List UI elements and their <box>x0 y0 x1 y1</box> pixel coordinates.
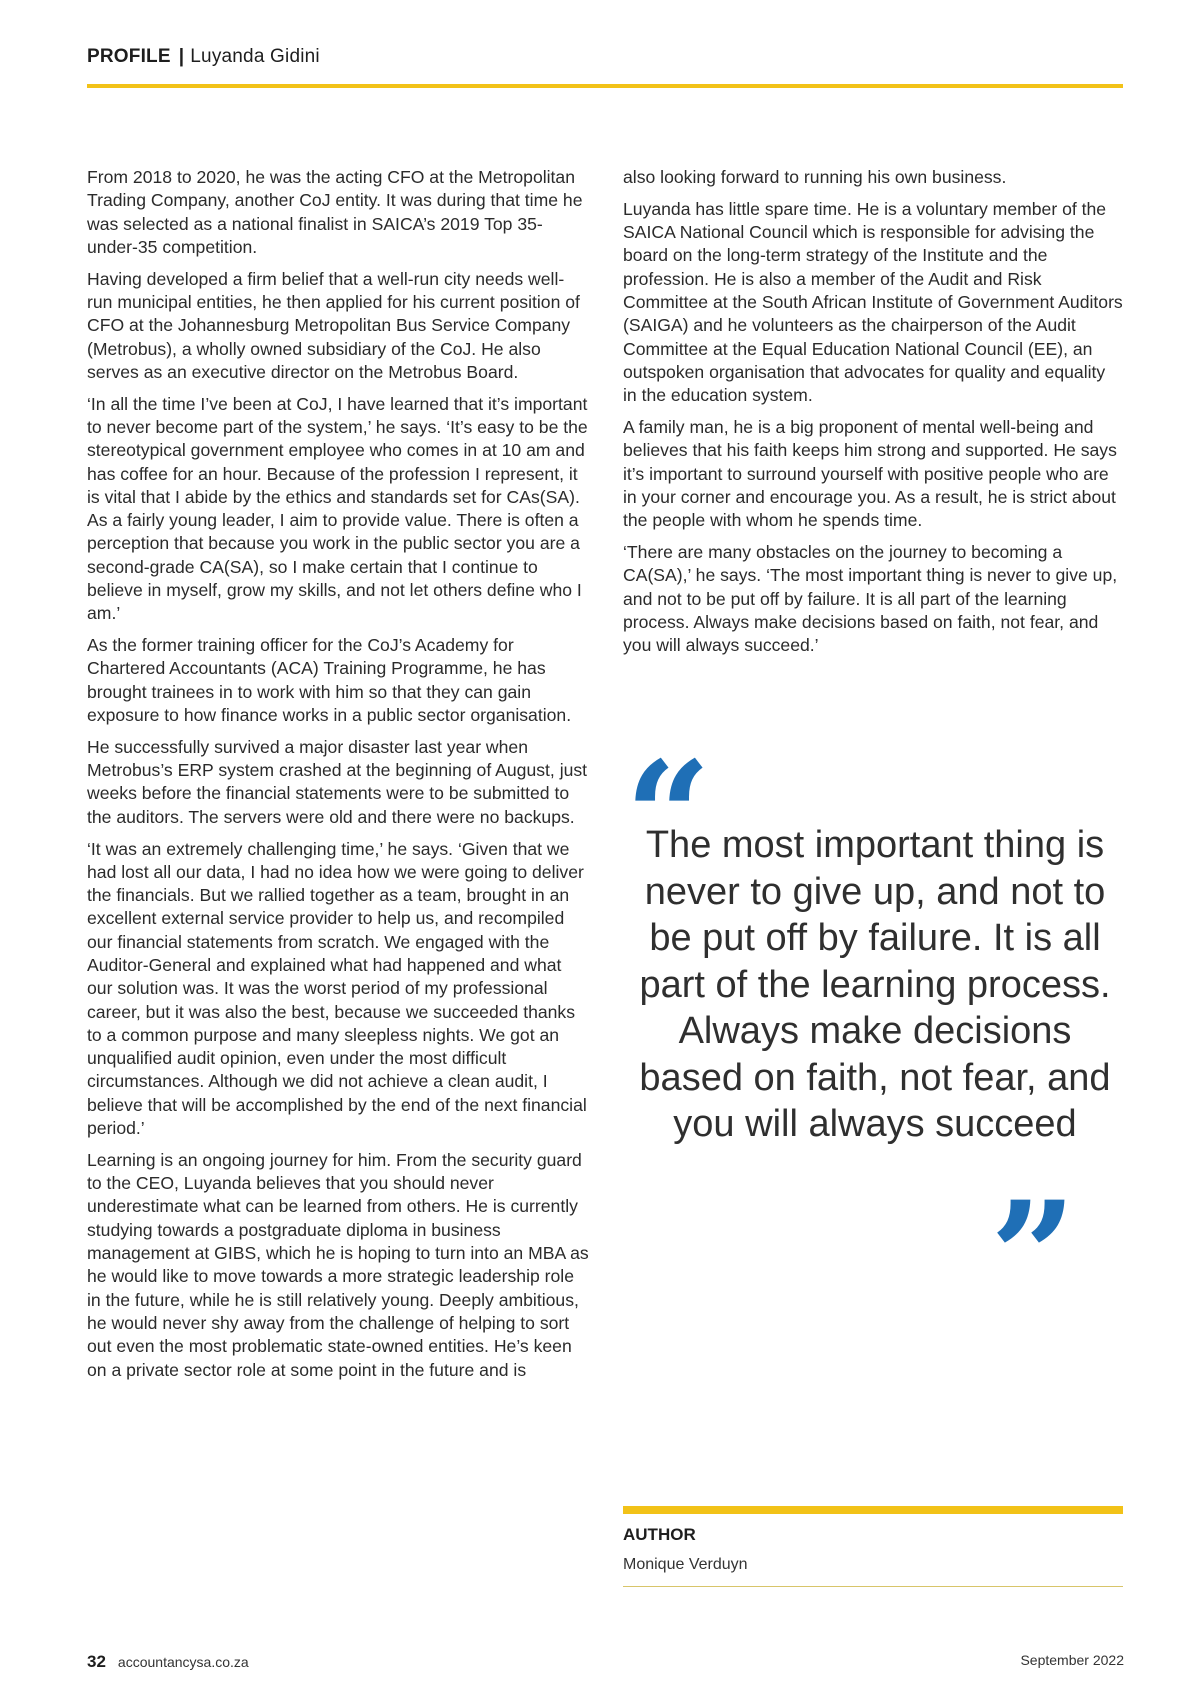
paragraph: A family man, he is a big proponent of mental well-being and believes that his faith keeps him strong and supported. He says it’s important to surround yourself with positive people who are in your corner and encourage you. As a result, he is strict about the people with whom he spends time. <box>623 416 1117 531</box>
author-divider <box>623 1586 1123 1587</box>
open-quote-icon: “ <box>625 729 712 905</box>
issue-date: September 2022 <box>1020 1652 1124 1668</box>
website-link[interactable]: accountancysa.co.za <box>117 1654 249 1670</box>
author-rule <box>623 1506 1123 1514</box>
paragraph: ‘It was an extremely challenging time,’ he says. ‘Given that we had lost all our data, I had no idea how we were going to deliver the financials. But we rallied together as a team, brought in an excellent external service provider to help us, and recompiled our financial statements from scratch. We engaged with the Auditor-General and explained what had happened and what our solution was. It was the worst period of my professional career, but it was also the best, because we succeeded thanks to a common purpose and many sleepless nights. We got an unqualified audit opinion, even under the most difficult circumstances. Although we did not achieve a clean audit, I believe that will be accomplished by the end of the next financial period.’ <box>87 838 587 1139</box>
header-rule <box>87 84 1123 88</box>
pull-quote: The most important thing is never to give up, and not to be put off by failure. It is all part of the learning process. Always make decisions based on faith, not fear, and you will always succeed <box>639 824 1111 1145</box>
section-label: PROFILE <box>87 46 171 67</box>
author-label: AUTHOR <box>623 1525 696 1544</box>
paragraph: ‘In all the time I’ve been at CoJ, I have learned that it’s important to never become part of the system,’ he says. ‘It’s easy to be the stereotypical government employee who comes in at 10 am and has coffee for an hour. Because of the profession I represent, it is vital that I abide by the ethics and standards set for CAs(SA). As a fairly young leader, I aim to provide value. There is often a perception that because you work in the public sector you are a second-grade CA(SA), so I make certain that I continue to believe in myself, grow my skills, and not let others define who I am.’ <box>87 393 588 624</box>
header-separator: | <box>178 46 185 67</box>
profile-subject: Luyanda Gidini <box>190 46 320 67</box>
author-name: Monique Verduyn <box>623 1556 748 1573</box>
close-quote-icon: ” <box>990 1169 1077 1345</box>
paragraph: Learning is an ongoing journey for him. From the security guard to the CEO, Luyanda believes that you should never underestimate what can be learned from others. He is currently studying towards a postgraduate diploma in business management at GIBS, which he is hoping to turn into an MBA as he would like to move towards a more strategic leadership role in the future, while he is still relatively young. Deeply ambitious, he would never shy away from the challenge of helping to sort out even the most problematic state-owned entities. He’s keen on a private sector role at some point in the future and is <box>87 1149 589 1380</box>
page-header <box>87 46 1123 68</box>
article-column-left <box>87 166 589 1390</box>
article-column-right <box>623 166 1123 666</box>
paragraph: ‘There are many obstacles on the journey to becoming a CA(SA),’ he says. ‘The most important thing is never to give up, and not to be put off by failure. It is all part of the learning process. Always make decisions based on faith, not fear, and you will always succeed.’ <box>623 541 1118 656</box>
page-number: 32 <box>87 1652 106 1671</box>
paragraph: also looking forward to running his own business. <box>623 167 1007 187</box>
paragraph: He successfully survived a major disaster last year when Metrobus’s ERP system crashed at the beginning of August, just weeks before the financial statements were to be submitted to the auditors. The servers were old and there were no backups. <box>87 736 588 827</box>
page-footer-left <box>87 1652 249 1672</box>
paragraph: From 2018 to 2020, he was the acting CFO at the Metropolitan Trading Company, another CoJ entity. It was during that time he was selected as a national finalist in SAICA’s 2019 Top 35-under-35 competition. <box>87 167 583 257</box>
paragraph: Luyanda has little spare time. He is a voluntary member of the SAICA National Council which is responsible for advising the board on the long-term strategy of the Institute and the profession. He is also a member of the Audit and Risk Committee at the South African Institute of Government Auditors (SAIGA) and he volunteers as the chairperson of the Audit Committee at the Equal Education National Council (EE), an outspoken organisation that advocates for quality and equality in the education system. <box>623 198 1123 406</box>
paragraph: As the former training officer for the CoJ’s Academy for Chartered Accountants (ACA) Training Programme, he has brought trainees in to work with him so that they can gain exposure to how finance works in a public sector organisation. <box>87 635 572 726</box>
paragraph: Having developed a firm belief that a well-run city needs well-run municipal entities, he then applied for his current position of CFO at the Johannesburg Metropolitan Bus Service Company (Metrobus), a wholly owned subsidiary of the CoJ. He also serves as an executive director on the Metrobus Board. <box>87 268 580 382</box>
